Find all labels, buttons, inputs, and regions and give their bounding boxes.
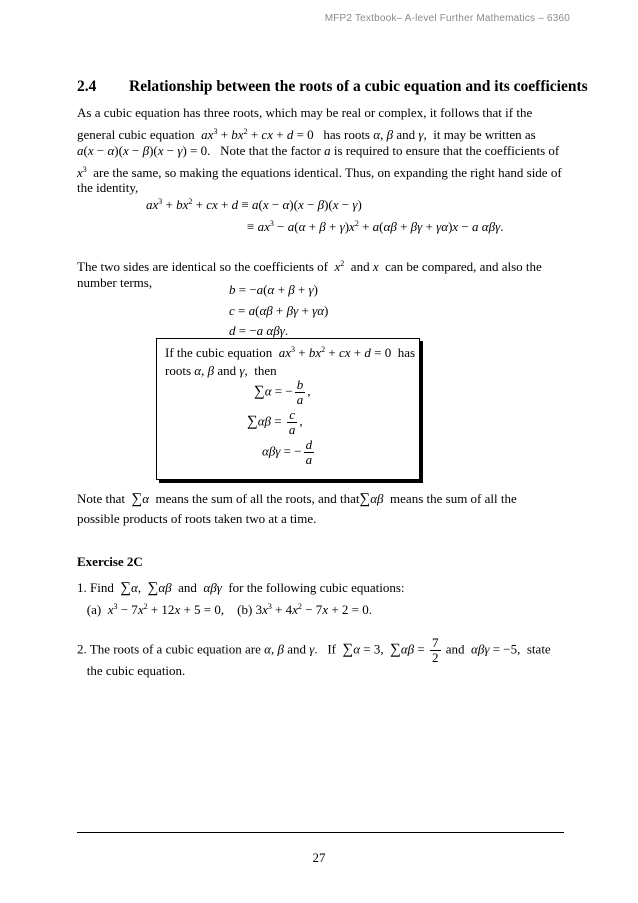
para1-line5: the identity, xyxy=(77,180,139,195)
box-sum-alphabeta: ∑αβ = $\frac{c}{a}$ , xyxy=(247,407,303,437)
identity-line1: $ax^3 + bx^2$ + cx + d ≡ a(x − α)(x − β)(x − γ) xyxy=(146,197,362,212)
box-product: αβγ = − $\frac{d}{a}$ xyxy=(262,437,313,467)
coeff-b: b = −a(α + β + γ) xyxy=(229,282,318,297)
identity-line2: ≡ $ax^3 - a(\alpha + \beta + \gamma)x^2 + a(\alpha\beta + \beta\gamma + \gamma\alpha)x - a$ αβγ. xyxy=(247,219,504,234)
coeff-c: c = a(αβ + βγ + γα) xyxy=(229,303,329,318)
note-line1: Note that ∑α means the sum of all the roots, and that∑αβ means the sum of all the xyxy=(77,491,517,507)
para1-line1: As a cubic equation has three roots, which may be real or complex, it follows that if the xyxy=(77,105,533,120)
para1-line2: general cubic equation $ax^3 + bx^2$ + cx + d = 0 has roots α, β and γ, it may be written as xyxy=(77,127,536,142)
footer-rule xyxy=(77,832,564,833)
running-header: MFP2 Textbook– A-level Further Mathematics – 6360 xyxy=(324,13,570,24)
note-line2: possible products of roots taken two at a time. xyxy=(77,511,317,526)
exercise-q2: 2. The roots of a cubic equation are α, β and γ. If ∑α = 3, ∑αβ = $\frac{7}{2}$ and αβγ = −5, state xyxy=(77,635,551,665)
page-number: 27 xyxy=(312,850,326,865)
box-sum-alpha: ∑α = − $\frac{b}{a}$ , xyxy=(254,377,311,407)
exercise-q2-line2: the cubic equation. xyxy=(86,663,186,678)
para1-line4: $x^3$ are the same, so making the equations identical. Thus, on expanding the right hand side of xyxy=(77,165,562,180)
exercise-q1-parts: (a) $x^3 - 7x^2 + 12x + 5 = 0$, (b) $3x^3 + 4x^2 - 7x + 2 = 0$. xyxy=(86,602,373,617)
para2-line1: The two sides are identical so the coefficients of $x^2$ and x can be compared, and also the xyxy=(77,259,542,274)
box-line2: roots α, β and γ, then xyxy=(165,363,277,378)
exercise-title: Exercise 2C xyxy=(77,554,143,569)
coeff-d: d = −a αβγ. xyxy=(229,323,289,338)
section-title: Relationship between the roots of a cubic equation and its coefficients xyxy=(129,78,588,95)
section-heading xyxy=(77,78,588,96)
section-number: 2.4 xyxy=(77,78,97,95)
box-line1: If the cubic equation $ax^3 + bx^2$ + cx + d = 0 has xyxy=(165,345,416,360)
exercise-q1: 1. Find ∑α, ∑αβ and αβγ for the following cubic equations: xyxy=(77,580,405,596)
para1-line3: a(x − α)(x − β)(x − γ) = 0. Note that the factor a is required to ensure that the coefficients of xyxy=(77,143,560,158)
para2-line2: number terms, xyxy=(77,275,153,290)
